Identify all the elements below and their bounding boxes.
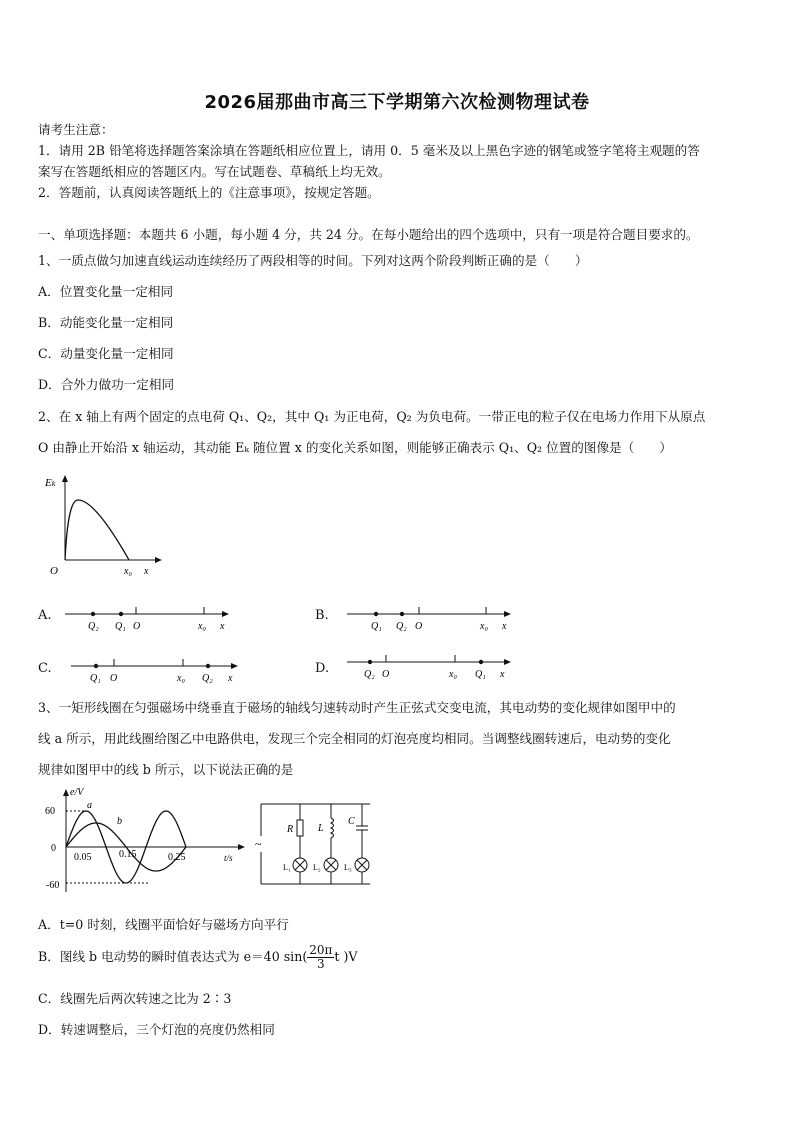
- q3-circuit-l2: L₂: [313, 863, 321, 872]
- notice-item-1a: 1．请用 2B 铅笔将选择题答案涂填在答题纸相应位置上，请用 0．5 毫米及以上黑色字迹的钢笔或签字笔将主观题的答: [38, 143, 700, 158]
- q2-option-a-axis: [60, 604, 240, 634]
- q2-b-mark-1: Q₁: [371, 621, 382, 632]
- q2-option-c-axis: [66, 656, 246, 686]
- q3-stem-1: 3、一矩形线圈在匀强磁场中绕垂直于磁场的轴线匀速转动时产生正弦式交变电流，其电动势的变化规律如图甲中的: [38, 700, 676, 715]
- q2-stem-2: O 由静止开始沿 x 轴运动，其动能 Eₖ 随位置 x 的变化关系如图，则能够正确表示 Q₁、Q₂ 位置的图像是（ ）: [38, 440, 673, 455]
- q2-graph-ylabel: Eₖ: [45, 477, 56, 489]
- q2-b-mark-5: x: [502, 621, 507, 632]
- q1-option-d: D．合外力做功一定相同: [38, 377, 175, 392]
- q3-graph-yneg: -60: [46, 880, 60, 891]
- q2-graph-origin: O: [50, 565, 58, 577]
- q2-graph-xlabel: x: [144, 566, 149, 577]
- notice-heading: 请考生注意：: [38, 122, 114, 137]
- q2-b-mark-4: x₀: [480, 621, 488, 632]
- q2-d-mark-5: x: [500, 669, 505, 680]
- q3-circuit-c: C: [348, 816, 355, 827]
- q3-circuit-l3: L₃: [344, 863, 352, 872]
- q2-option-b-label: B.: [315, 608, 329, 623]
- q2-b-mark-3: O: [415, 621, 423, 632]
- q3-graph-y60: 60: [45, 806, 55, 817]
- q3-option-b-num: 20π: [309, 943, 333, 957]
- q2-b-mark-2: Q₂: [396, 621, 407, 632]
- q3-stem-2: 线 a 所示，用此线圈给图乙中电路供电，发现三个完全相同的灯泡亮度均相同。当调整线圈转速后，电动势的变化: [38, 731, 671, 746]
- q3-option-d: D．转速调整后，三个灯泡的亮度仍然相同: [38, 1022, 275, 1037]
- q2-c-mark-3: x₀: [177, 673, 185, 684]
- q3-option-c: C．线圈先后两次转速之比为 2∶3: [38, 991, 232, 1006]
- q2-option-a-label: A.: [38, 608, 52, 623]
- q3-circuit-l: L: [318, 823, 324, 834]
- q2-d-mark-4: Q₁: [475, 669, 486, 680]
- q2-ek-graph: [40, 470, 170, 580]
- q3-option-b-post: t )V: [334, 949, 358, 964]
- notice-item-2: 2．答题前，认真阅读答题纸上的《注意事项》，按规定答题。: [38, 185, 380, 200]
- q1-option-b: B．动能变化量一定相同: [38, 315, 174, 330]
- q2-a-mark-3: O: [133, 621, 141, 632]
- q2-c-mark-2: O: [110, 673, 118, 684]
- svg-text:~: ~: [255, 837, 262, 851]
- section-heading: 一、单项选择题：本题共 6 小题，每小题 4 分，共 24 分。在每小题给出的四个选项中，只有一项是符合题目要求的。: [38, 227, 699, 242]
- q2-c-mark-1: Q₁: [90, 673, 101, 684]
- q2-option-c-label: C.: [38, 661, 52, 676]
- q2-c-mark-4: Q₂: [202, 673, 213, 684]
- q3-graph-tlabel: t/s: [224, 853, 233, 863]
- q3-circuit-r: R: [287, 824, 294, 835]
- q3-graph-t1: 0.05: [74, 852, 92, 863]
- q3-option-b: [38, 944, 357, 971]
- q3-option-a: A．t=0 时刻，线圈平面恰好与磁场方向平行: [38, 917, 289, 932]
- q2-d-mark-2: O: [382, 669, 390, 680]
- q3-circuit-l1: L₁: [283, 863, 291, 872]
- q2-option-d-label: D.: [315, 661, 330, 676]
- q2-a-mark-4: x₀: [198, 621, 206, 632]
- q3-option-b-fraction: [307, 944, 334, 971]
- q3-graph-a: a: [87, 800, 92, 811]
- q3-option-b-den: 3: [316, 957, 325, 971]
- q3-graph-t3: 0.25: [168, 852, 186, 863]
- notice-item-1b: 案写在答题纸相应的答题区内。写在试题卷、草稿纸上均无效。: [38, 164, 391, 179]
- q2-option-d-axis: [342, 652, 522, 682]
- q3-graph-t2: 0.15: [119, 849, 137, 860]
- q2-d-mark-3: x₀: [449, 669, 457, 680]
- q2-option-b-axis: [342, 604, 522, 634]
- q1-stem: 1、一质点做匀加速直线运动连续经历了两段相等的时间。下列对这两个阶段判断正确的是（ ）: [38, 253, 588, 268]
- q3-circuit-diagram: [252, 798, 382, 890]
- q1-option-a: A．位置变化量一定相同: [38, 284, 174, 299]
- q3-graph-ylabel: e/V: [70, 787, 84, 798]
- q2-stem-1: 2、在 x 轴上有两个固定的点电荷 Q₁、Q₂，其中 Q₁ 为正电荷，Q₂ 为负电荷。一带正电的粒子仅在电场力作用下从原点: [38, 409, 706, 424]
- q3-graph-b: b: [117, 816, 122, 827]
- q2-c-mark-5: x: [228, 673, 233, 684]
- q3-option-b-pre: B．图线 b 电动势的瞬时值表达式为 e＝40 sin(: [38, 949, 308, 964]
- q3-emf-graph: [40, 786, 250, 898]
- q1-option-c: C．动量变化量一定相同: [38, 346, 174, 361]
- q2-d-mark-1: Q₂: [364, 669, 375, 680]
- q2-graph-x0: x₀: [124, 566, 132, 577]
- q3-stem-3: 规律如图甲中的线 b 所示，以下说法正确的是: [38, 762, 294, 777]
- q2-a-mark-1: Q₂: [88, 621, 99, 632]
- q2-a-mark-2: Q₁: [115, 621, 126, 632]
- q2-a-mark-5: x: [220, 621, 225, 632]
- page-title: 2026届那曲市高三下学期第六次检测物理试卷: [204, 92, 590, 113]
- q3-graph-y0: 0: [51, 843, 56, 854]
